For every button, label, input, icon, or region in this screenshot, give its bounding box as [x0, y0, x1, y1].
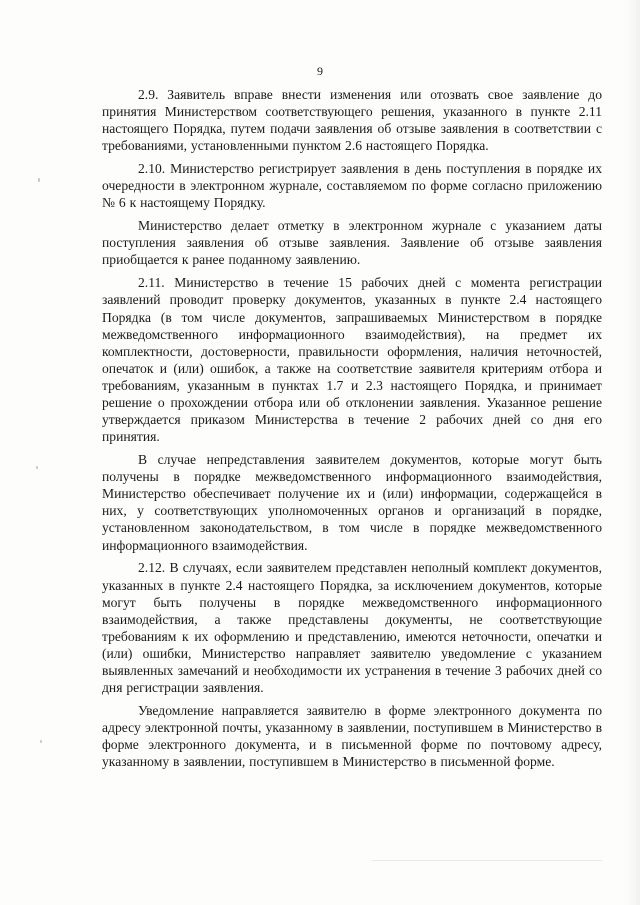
paragraph-2-12: 2.12. В случаях, если заявителем представлен неполный комплект документов, указанных в пункте 2.4 настоящего Порядка, за исключением документов, которые могут быть получены в порядке межведомственного информационного взаимодействия, а также представлены документы, не соответствующие требованиям к их оформлению и представлению, имеются неточности, опечатки и (или) ошибки, Министерство направляет заявителю уведомление с указанием выявленных замечаний и необходимости их устранения в течение 3 рабочих дней со дня регистрации заявления. [102, 560, 602, 696]
paragraph-interagency: В случае непредставления заявителем документов, которые могут быть получены в порядке межведомственного информационного взаимодействия, Министерство обеспечивает получение их и (или) информации, содержащейся в них, у соответствующих уполномоченных органов и организаций в порядке, установленном законодательством, в том числе в порядке межведомственного информационного взаимодействия. [102, 452, 602, 553]
paragraph-2-10: 2.10. Министерство регистрирует заявления в день поступления в порядке их очередности в электронном журнале, составляемом по форме согласно приложению № 6 к настоящему Порядку. [102, 161, 602, 211]
paragraph-2-9: 2.9. Заявитель вправе внести изменения или отозвать свое заявление до принятия Министерством соответствующего решения, указанного в пункте 2.11 настоящего Порядка, путем подачи заявления об отзыве заявления в соответствии с требованиями, установленными пунктом 2.6 настоящего Порядка. [102, 87, 602, 154]
paragraph-notification: Уведомление направляется заявителю в форме электронного документа по адресу электронной почты, указанному в заявлении, поступившем в Министерство в форме электронного документа, и в письменной форме по почтовому адресу, указанному в заявлении, поступившем в Министерство в письменной форме. [102, 702, 602, 770]
scan-bottom-speckle [372, 860, 602, 861]
scan-margin-mark [38, 178, 40, 182]
paragraph-journal-note: Министерство делает отметку в электронном журнале с указанием даты поступления заявления об отзыве заявления. Заявление об отзыве заявления приобщается к ранее поданному заявлению. [102, 218, 602, 268]
paragraph-2-11: 2.11. Министерство в течение 15 рабочих дней с момента регистрации заявлений проводит проверку документов, указанных в пункте 2.4 настоящего Порядка (в том числе документов, запрашиваемых Министерством в порядке межведомственного информационного взаимодействия), на предмет их комплектности, достоверности, правильности оформления, наличия неточностей, опечаток и (или) ошибок, а также на соответствие заявителя критериям отбора и требованиям, указанным в пунктах 1.7 и 2.3 настоящего Порядка, и принимает решение о прохождении отбора или об отклонении заявления. Указанное решение утверждается приказом Министерства в течение 2 рабочих дней со дня его принятия. [102, 275, 602, 445]
scan-margin-mark [40, 740, 42, 743]
scan-page-edge [626, 0, 640, 905]
page-number: 9 [317, 64, 323, 78]
document-body [102, 86, 602, 776]
scan-margin-mark [36, 466, 38, 469]
